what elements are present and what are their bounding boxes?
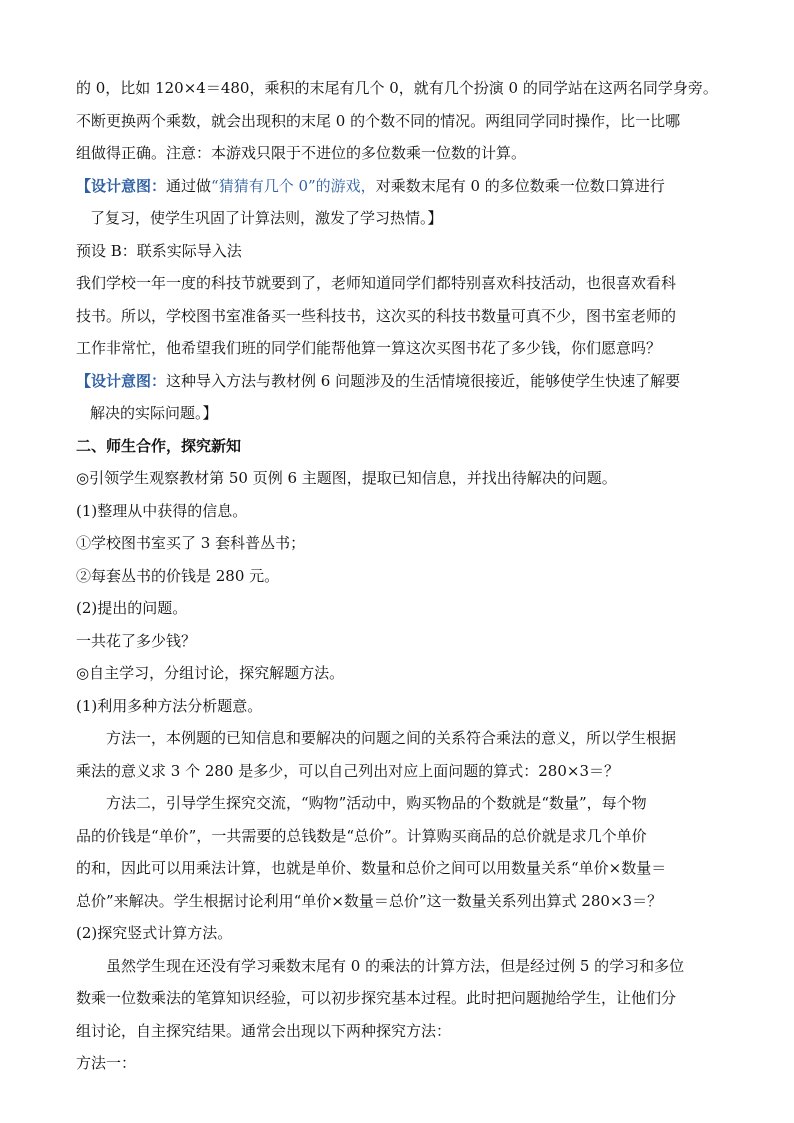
design-intent-game: “猜猜有几个 0”的游戏，	[211, 177, 376, 195]
paragraph-line: 了复习，使学生巩固了计算法则，激发了学习热情。】	[90, 209, 443, 227]
paragraph-line: ◎自主学习，分组讨论，探究解题方法。	[76, 664, 345, 682]
paragraph-line: 品的价钱是“单价”，一共需要的总钱数是“总价”。计算购买商品的总价就是求几个单价	[76, 827, 647, 845]
design-intent-2	[76, 371, 680, 391]
design-intent-1	[76, 176, 665, 196]
paragraph-line: 的和，因此可以用乘法计算，也就是单价、数量和总价之间可以用数量关系“单价×数量＝	[76, 859, 667, 877]
paragraph-line: (2)探究竖式计算方法。	[76, 924, 233, 942]
paragraph-line: 方法一：	[76, 1054, 137, 1072]
paragraph-line: 组讨论，自主探究结果。通常会出现以下两种探究方法：	[76, 1022, 452, 1040]
paragraph-line: 技书。所以，学校图书室准备买一些科技书，这次买的科技书数量可真不少，图书室老师的	[76, 307, 677, 325]
paragraph-line: 工作非常忙，他希望我们班的同学们能帮他算一算这次买图书花了多少钱，你们愿意吗？	[76, 339, 662, 357]
paragraph-line: 方法一，本例题的已知信息和要解决的问题之间的关系符合乘法的意义，所以学生根据	[106, 729, 677, 747]
paragraph-line: 乘法的意义求 3 个 280 是多少，可以自己列出对应上面问题的算式：280×3＝？	[76, 762, 619, 780]
paragraph-line: (1)整理从中获得的信息。	[76, 502, 248, 520]
design-intent-text: 通过做	[166, 177, 212, 195]
paragraph-line: (2)提出的问题。	[76, 599, 188, 617]
paragraph-line: 总价”来解决。学生根据讨论利用“单价×数量＝总价”这一数量关系列出算式 280×3＝？	[76, 892, 663, 910]
paragraph-line: ◎引领学生观察教材第 50 页例 6 主题图，提取已知信息，并找出待解决的问题。	[76, 469, 617, 487]
paragraph-line: (1)利用多种方法分析题意。	[76, 697, 263, 715]
paragraph-line: 的 0，比如 120×4＝480，乘积的末尾有几个 0，就有几个扮演 0 的同学站在这两名同学身旁。	[76, 79, 718, 97]
design-intent-label: 【设计意图：	[76, 177, 167, 195]
paragraph-line: 虽然学生现在还没有学习乘数末尾有 0 的乘法的计算方法，但是经过例 5 的学习和多位	[106, 957, 685, 975]
preset-b-heading: 预设 B：联系实际导入法	[76, 242, 242, 260]
paragraph-line: 解决的实际问题。】	[90, 404, 218, 422]
paragraph-line: 组做得正确。注意：本游戏只限于不进位的多位数乘一位数的计算。	[76, 144, 527, 162]
paragraph-line: 方法二，引导学生探究交流，“购物”活动中，购买物品的个数就是“数量”，每个物	[106, 794, 647, 812]
design-intent-text: 对乘数末尾有 0 的多位数乘一位数口算进行	[375, 177, 665, 195]
design-intent-label: 【设计意图：	[76, 372, 167, 390]
paragraph-line: ①学校图书室买了 3 套科普丛书；	[76, 534, 306, 552]
design-intent-text: 这种导入方法与教材例 6 问题涉及的生活情境很接近，能够使学生快速了解要	[166, 372, 681, 390]
section-heading: 二、师生合作，探究新知	[76, 437, 242, 455]
paragraph-line: ②每套丛书的价钱是 280 元。	[76, 567, 280, 585]
paragraph-line: 我们学校一年一度的科技节就要到了，老师知道同学们都特别喜欢科技活动，也很喜欢看科	[76, 274, 677, 292]
paragraph-line: 数乘一位数乘法的笔算知识经验，可以初步探究基本过程。此时把问题抛给学生，让他们分	[76, 989, 677, 1007]
paragraph-line: 一共花了多少钱？	[76, 632, 197, 650]
paragraph-line: 不断更换两个乘数，就会出现积的末尾 0 的个数不同的情况。两组同学同时操作，比一比哪	[76, 112, 681, 130]
